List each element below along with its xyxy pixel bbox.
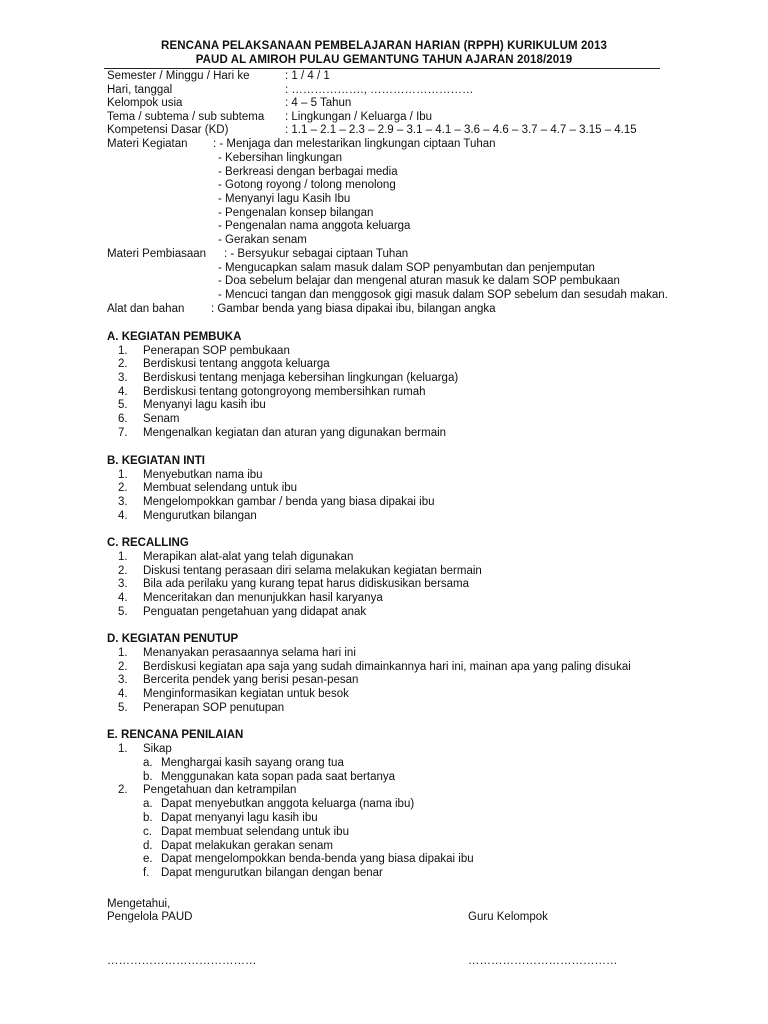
kelompok-value: : 4 – 5 Tahun <box>285 97 352 109</box>
document-subtitle: PAUD AL AMIROH PULAU GEMANTUNG TAHUN AJARAN 2018/2019 <box>195 54 573 66</box>
list-number: 2. <box>118 565 128 577</box>
list-item: Diskusi tentang perasaan diri selama melakukan kegiatan bermain <box>143 565 482 577</box>
sublist-letter: a. <box>143 757 153 769</box>
list-number: 5. <box>118 399 128 411</box>
list-item: Menceritakan dan menunjukkan hasil karyanya <box>143 592 383 604</box>
list-number: 2. <box>118 482 128 494</box>
list-item: Penguatan pengetahuan yang didapat anak <box>143 606 367 618</box>
materi-kegiatan-item: - Pengenalan konsep bilangan <box>218 207 374 219</box>
list-item: Membuat selendang untuk ibu <box>143 482 298 494</box>
list-item: Berdiskusi tentang gotongroyong membersihkan rumah <box>143 386 426 398</box>
hari-value: : ………………., ……………………… <box>285 84 474 96</box>
list-item: Berdiskusi tentang anggota keluarga <box>143 358 330 370</box>
sublist-letter: a. <box>143 798 153 810</box>
sublist-letter: b. <box>143 771 153 783</box>
sublist-item: Dapat membuat selendang untuk ibu <box>161 826 349 838</box>
list-item: Berdiskusi kegiatan apa saja yang sudah dimainkannya hari ini, mainan apa yang paling disukai <box>143 661 631 673</box>
document-title: RENCANA PELAKSANAAN PEMBELAJARAN HARIAN (RPPH) KURIKULUM 2013 <box>161 40 607 52</box>
list-item: Sikap <box>143 743 172 755</box>
tema-label: Tema / subtema / sub subtema <box>107 111 265 123</box>
materi-kegiatan-label: Materi Kegiatan <box>107 138 188 150</box>
list-number: 4. <box>118 592 128 604</box>
kelompok-label: Kelompok usia <box>107 97 183 109</box>
list-number: 2. <box>118 784 128 796</box>
materi-pembiasaan-label: Materi Pembiasaan <box>107 248 207 260</box>
pengelola-signature-line: ………………………………… <box>107 955 257 967</box>
sublist-item: Dapat menyebutkan anggota keluarga (nama ibu) <box>161 798 415 810</box>
list-item: Menanyakan perasaannya selama hari ini <box>143 647 356 659</box>
list-number: 6. <box>118 413 128 425</box>
alat-label: Alat dan bahan <box>107 303 185 315</box>
list-number: 1. <box>118 469 128 481</box>
list-number: 1. <box>118 647 128 659</box>
materi-kegiatan-item: - Menyanyi lagu Kasih Ibu <box>218 193 351 205</box>
section-c-heading: C. RECALLING <box>107 537 189 549</box>
section-b-heading: B. KEGIATAN INTI <box>107 455 205 467</box>
list-item: Mengenalkan kegiatan dan aturan yang digunakan bermain <box>143 427 447 439</box>
materi-pembiasaan-item: - Doa sebelum belajar dan mengenal aturan masuk ke dalam SOP pembukaan <box>218 275 620 287</box>
list-item: Menyanyi lagu kasih ibu <box>143 399 266 411</box>
sublist-item: Dapat mengelompokkan benda-benda yang biasa dipakai ibu <box>161 853 474 865</box>
list-number: 2. <box>118 358 128 370</box>
list-number: 7. <box>118 427 128 439</box>
sublist-letter: e. <box>143 853 153 865</box>
list-number: 3. <box>118 372 128 384</box>
section-a-heading: A. KEGIATAN PEMBUKA <box>107 331 242 343</box>
list-item: Mengelompokkan gambar / benda yang biasa dipakai ibu <box>143 496 435 508</box>
list-item: Bila ada perilaku yang kurang tepat harus didiskusikan bersama <box>143 578 470 590</box>
guru-label: Guru Kelompok <box>468 911 548 923</box>
list-number: 4. <box>118 510 128 522</box>
list-number: 3. <box>118 674 128 686</box>
semester-label: Semester / Minggu / Hari ke <box>107 70 250 82</box>
list-item: Senam <box>143 413 180 425</box>
sublist-letter: d. <box>143 840 153 852</box>
tema-value: : Lingkungan / Keluarga / Ibu <box>285 111 433 123</box>
materi-kegiatan-item: - Berkreasi dengan berbagai media <box>218 166 398 178</box>
sublist-item: Menggunakan kata sopan pada saat bertanya <box>161 771 396 783</box>
list-number: 1. <box>118 743 128 755</box>
materi-pembiasaan-item: - Mengucapkan salam masuk dalam SOP penyambutan dan penjemputan <box>218 262 595 274</box>
materi-kegiatan-item: - Gerakan senam <box>218 234 307 246</box>
materi-kegiatan-item: - Pengenalan nama anggota keluarga <box>218 220 411 232</box>
semester-value: : 1 / 4 / 1 <box>285 70 330 82</box>
list-number: 5. <box>118 606 128 618</box>
pengelola-label: Pengelola PAUD <box>107 911 193 923</box>
materi-kegiatan-item: - Kebersihan lingkungan <box>218 152 343 164</box>
list-number: 3. <box>118 578 128 590</box>
materi-kegiatan-first: : - Menjaga dan melestarikan lingkungan ciptaan Tuhan <box>213 138 496 150</box>
list-item: Penerapan SOP pembukaan <box>143 345 290 357</box>
alat-value: : Gambar benda yang biasa dipakai ibu, bilangan angka <box>211 303 496 315</box>
materi-kegiatan-item: - Gotong royong / tolong menolong <box>218 179 396 191</box>
sublist-item: Dapat melakukan gerakan senam <box>161 840 333 852</box>
list-number: 2. <box>118 661 128 673</box>
sublist-item: Dapat menyanyi lagu kasih ibu <box>161 812 318 824</box>
list-number: 4. <box>118 386 128 398</box>
mengetahui-label: Mengetahui, <box>107 898 171 910</box>
sublist-item: Dapat mengurutkan bilangan dengan benar <box>161 867 383 879</box>
sublist-item: Menghargai kasih sayang orang tua <box>161 757 344 769</box>
section-d-heading: D. KEGIATAN PENUTUP <box>107 633 239 645</box>
kd-value: : 1.1 – 2.1 – 2.3 – 2.9 – 3.1 – 4.1 – 3.6 – 4.6 – 3.7 – 4.7 – 3.15 – 4.15 <box>285 124 637 136</box>
kd-label: Kompetensi Dasar (KD) <box>107 124 229 136</box>
sublist-letter: c. <box>143 826 152 838</box>
sublist-letter: f. <box>143 867 150 879</box>
list-number: 1. <box>118 551 128 563</box>
list-number: 1. <box>118 345 128 357</box>
list-item: Berdiskusi tentang menjaga kebersihan lingkungan (keluarga) <box>143 372 459 384</box>
list-item: Pengetahuan dan ketrampilan <box>143 784 297 796</box>
sublist-letter: b. <box>143 812 153 824</box>
list-item: Mengurutkan bilangan <box>143 510 257 522</box>
list-item: Penerapan SOP penutupan <box>143 702 285 714</box>
section-e-heading: E. RENCANA PENILAIAN <box>107 729 244 741</box>
list-item: Menyebutkan nama ibu <box>143 469 263 481</box>
materi-pembiasaan-item: - Mencuci tangan dan menggosok gigi masuk dalam SOP sebelum dan sesudah makan. <box>218 289 668 301</box>
header-rule <box>104 68 660 69</box>
list-number: 4. <box>118 688 128 700</box>
hari-label: Hari, tanggal <box>107 84 173 96</box>
list-item: Merapikan alat-alat yang telah digunakan <box>143 551 354 563</box>
list-item: Menginformasikan kegiatan untuk besok <box>143 688 349 700</box>
materi-pembiasaan-first: : - Bersyukur sebagai ciptaan Tuhan <box>224 248 409 260</box>
list-number: 3. <box>118 496 128 508</box>
list-number: 5. <box>118 702 128 714</box>
list-item: Bercerita pendek yang berisi pesan-pesan <box>143 674 359 686</box>
guru-signature-line: ………………………………… <box>468 955 618 967</box>
